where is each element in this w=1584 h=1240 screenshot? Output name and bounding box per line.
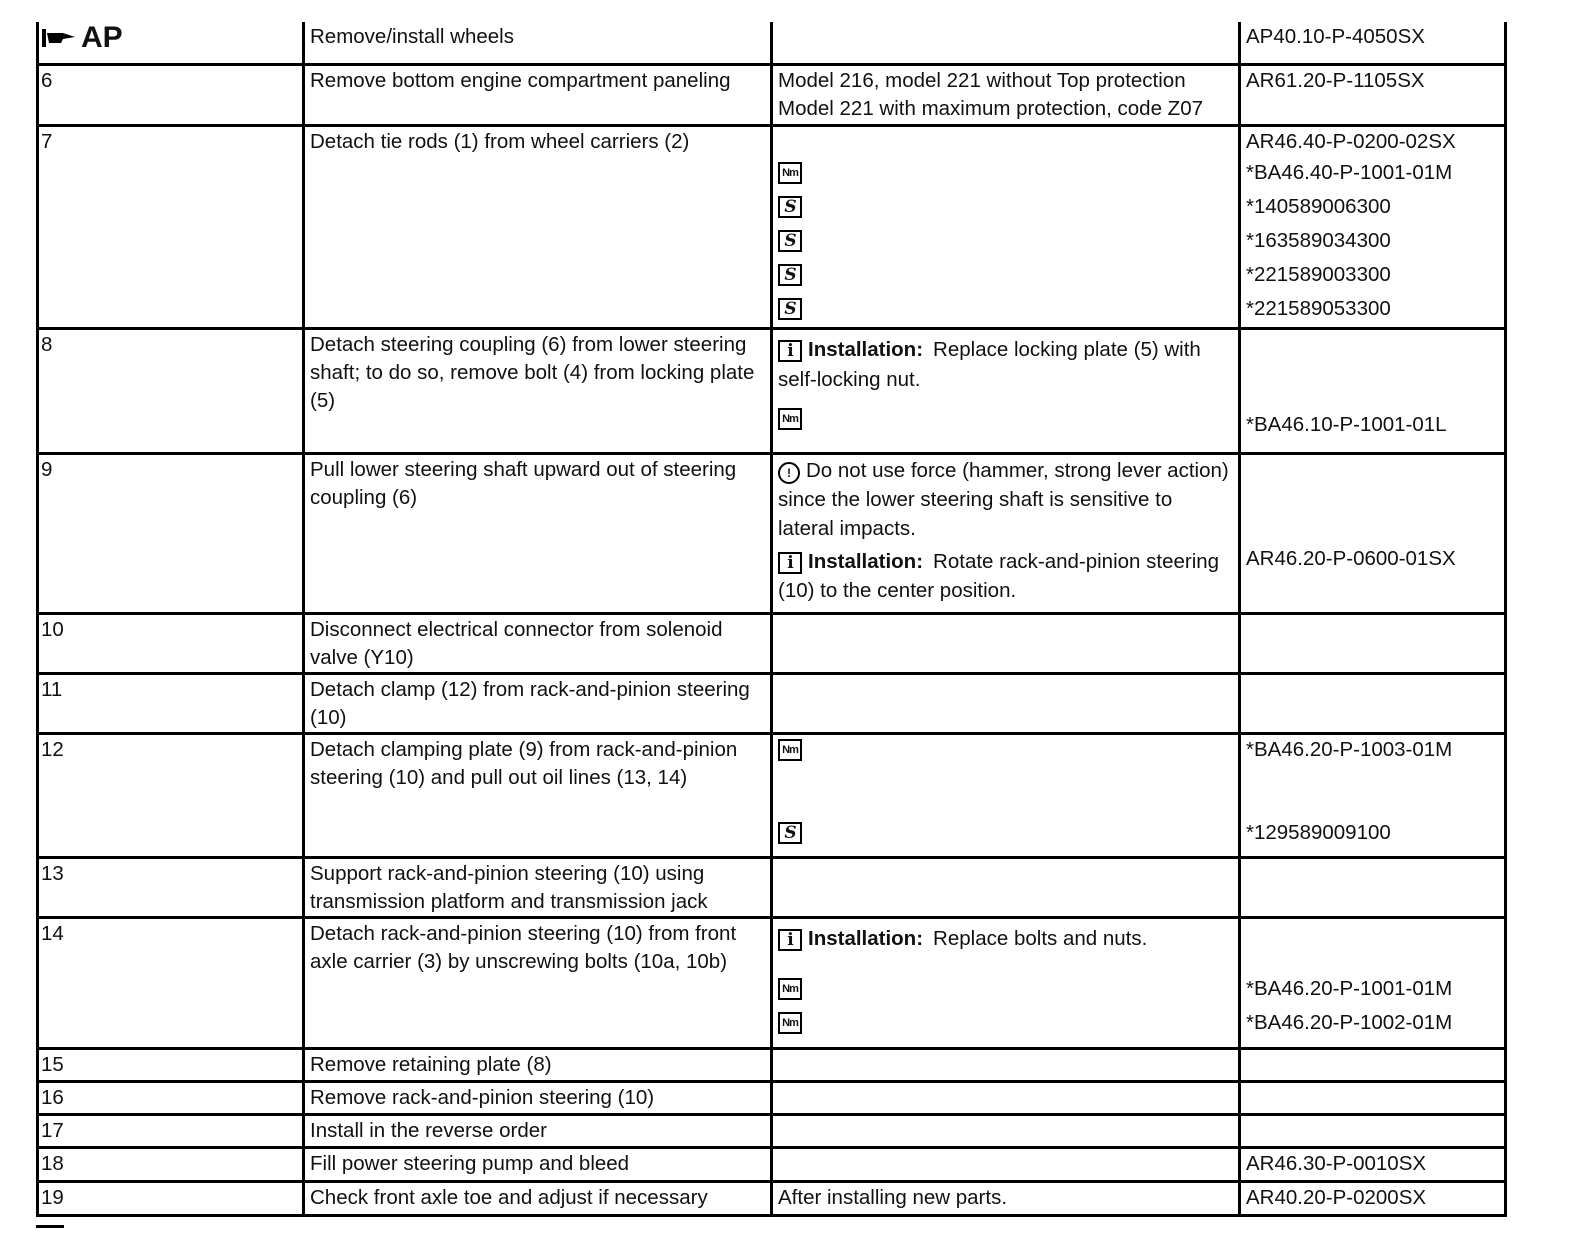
step-description: Detach clamp (12) from rack-and-pinion steering (10) bbox=[304, 673, 772, 733]
step-description: Remove bottom engine compartment paneling bbox=[304, 64, 772, 125]
step-number: 12 bbox=[38, 733, 304, 857]
step-description: Fill power steering pump and bleed bbox=[304, 1147, 772, 1181]
step-reference bbox=[1240, 328, 1506, 453]
step-description: Detach clamping plate (9) from rack-and-pinion steering (10) and pull out oil lines (13, 14) bbox=[304, 733, 772, 857]
step-notes bbox=[772, 733, 1240, 857]
installation-label: Installation: bbox=[808, 337, 924, 361]
step-reference bbox=[1240, 917, 1506, 1048]
step-description: Detach rack-and-pinion steering (10) from front axle carrier (3) by unscrewing bolts (10a, 10b) bbox=[304, 917, 772, 1048]
note-line: Model 216, model 221 without Top protection bbox=[778, 68, 1186, 92]
step-reference bbox=[1240, 1114, 1506, 1147]
step-number: 7 bbox=[38, 125, 304, 328]
step-description: Install in the reverse order bbox=[304, 1114, 772, 1147]
table-row bbox=[38, 1114, 1506, 1147]
table-row bbox=[38, 328, 1506, 453]
reference-link[interactable]: *BA46.10-P-1001-01L bbox=[1246, 412, 1447, 436]
step-description: Detach steering coupling (6) from lower steering shaft; to do so, remove bolt (4) from locking plate (5) bbox=[304, 328, 772, 453]
table-row bbox=[38, 1181, 1506, 1215]
torque-icon: Nm bbox=[778, 162, 802, 184]
step-notes bbox=[772, 64, 1240, 125]
ap-label: AP bbox=[81, 21, 123, 54]
step-number: 14 bbox=[38, 917, 304, 1048]
step-reference bbox=[1240, 857, 1506, 917]
step-description: Support rack-and-pinion steering (10) using transmission platform and transmission jack bbox=[304, 857, 772, 917]
step-number: 6 bbox=[38, 64, 304, 125]
reference-link[interactable]: AR46.40-P-0200-02SX bbox=[1246, 129, 1456, 153]
torque-icon: Nm bbox=[778, 739, 802, 761]
step-reference bbox=[1240, 453, 1506, 613]
step-description: Detach tie rods (1) from wheel carriers (2) bbox=[304, 125, 772, 328]
info-icon: i bbox=[778, 552, 802, 574]
special-tool-icon: S bbox=[778, 196, 802, 218]
special-tool-icon: S bbox=[778, 230, 802, 252]
step-notes bbox=[772, 1114, 1240, 1147]
step-notes bbox=[772, 125, 1240, 328]
step-notes bbox=[772, 1048, 1240, 1081]
step-reference[interactable]: AR40.20-P-0200SX bbox=[1240, 1181, 1506, 1215]
step-notes bbox=[772, 453, 1240, 613]
note-line: Model 221 with maximum protection, code Z07 bbox=[778, 96, 1204, 120]
step-description: Remove rack-and-pinion steering (10) bbox=[304, 1081, 772, 1114]
reference-link[interactable]: *140589006300 bbox=[1246, 194, 1391, 218]
special-tool-icon: S bbox=[778, 822, 802, 844]
caution-icon: ! bbox=[778, 462, 800, 484]
special-tool-icon: S bbox=[778, 264, 802, 286]
table-row bbox=[38, 917, 1506, 1048]
step-reference bbox=[1240, 673, 1506, 733]
table-row bbox=[38, 125, 1506, 328]
reference-link[interactable]: *221589053300 bbox=[1246, 296, 1391, 320]
step-number: 10 bbox=[38, 613, 304, 673]
torque-icon: Nm bbox=[778, 978, 802, 1000]
step-notes bbox=[772, 1147, 1240, 1181]
step-notes bbox=[772, 857, 1240, 917]
info-icon: i bbox=[778, 929, 802, 951]
page-corner-mark bbox=[36, 1225, 64, 1231]
table-row bbox=[38, 857, 1506, 917]
installation-text: Rotate rack-and-pinion steering (10) to the center position. bbox=[778, 549, 1220, 602]
reference-link[interactable]: *221589003300 bbox=[1246, 262, 1391, 286]
step-notes bbox=[772, 613, 1240, 673]
torque-icon: Nm bbox=[778, 1012, 802, 1034]
step-number: 16 bbox=[38, 1081, 304, 1114]
table-row bbox=[38, 64, 1506, 125]
step-notes: After installing new parts. bbox=[772, 1181, 1240, 1215]
step-notes bbox=[772, 328, 1240, 453]
step-notes bbox=[772, 673, 1240, 733]
step-number: 8 bbox=[38, 328, 304, 453]
table-row bbox=[38, 1048, 1506, 1081]
step-reference[interactable]: AR46.30-P-0010SX bbox=[1240, 1147, 1506, 1181]
step-number bbox=[38, 22, 304, 64]
procedure-table bbox=[36, 22, 1507, 1217]
step-reference[interactable]: AR61.20-P-1105SX bbox=[1240, 64, 1506, 125]
warning-text: Do not use force (hammer, strong lever action) since the lower steering shaft is sensitive to lateral impacts. bbox=[778, 458, 1229, 540]
step-reference bbox=[1240, 1048, 1506, 1081]
step-reference bbox=[1240, 733, 1506, 857]
table-row bbox=[38, 1147, 1506, 1181]
torque-icon: Nm bbox=[778, 408, 802, 430]
table-row bbox=[38, 613, 1506, 673]
step-description: Remove/install wheels bbox=[304, 22, 772, 64]
step-reference[interactable]: AP40.10-P-4050SX bbox=[1240, 22, 1506, 64]
installation-text: Replace bolts and nuts. bbox=[933, 926, 1148, 950]
step-description: Disconnect electrical connector from solenoid valve (Y10) bbox=[304, 613, 772, 673]
step-description: Remove retaining plate (8) bbox=[304, 1048, 772, 1081]
table-row bbox=[38, 453, 1506, 613]
step-number: 17 bbox=[38, 1114, 304, 1147]
pointing-hand-icon bbox=[41, 27, 79, 49]
step-description: Pull lower steering shaft upward out of steering coupling (6) bbox=[304, 453, 772, 613]
step-reference bbox=[1240, 1081, 1506, 1114]
step-number: 18 bbox=[38, 1147, 304, 1181]
info-icon: i bbox=[778, 340, 802, 362]
table-row bbox=[38, 733, 1506, 857]
reference-link[interactable]: *BA46.20-P-1001-01M bbox=[1246, 976, 1453, 1000]
reference-link[interactable]: *BA46.20-P-1003-01M bbox=[1246, 737, 1453, 761]
special-tool-icon: S bbox=[778, 298, 802, 320]
step-notes bbox=[772, 917, 1240, 1048]
table-row bbox=[38, 1081, 1506, 1114]
step-number: 11 bbox=[38, 673, 304, 733]
installation-label: Installation: bbox=[808, 549, 924, 573]
step-number: 15 bbox=[38, 1048, 304, 1081]
reference-link[interactable]: *BA46.40-P-1001-01M bbox=[1246, 160, 1453, 184]
table-row bbox=[38, 673, 1506, 733]
step-description: Check front axle toe and adjust if necessary bbox=[304, 1181, 772, 1215]
reference-link[interactable]: *BA46.20-P-1002-01M bbox=[1246, 1010, 1453, 1034]
reference-link[interactable]: *129589009100 bbox=[1246, 820, 1391, 844]
step-number: 9 bbox=[38, 453, 304, 613]
step-number: 19 bbox=[38, 1181, 304, 1215]
step-notes bbox=[772, 22, 1240, 64]
reference-link[interactable]: AR46.20-P-0600-01SX bbox=[1246, 546, 1456, 570]
step-reference bbox=[1240, 125, 1506, 328]
installation-text: Replace locking plate (5) with self-locking nut. bbox=[778, 337, 1201, 391]
step-notes bbox=[772, 1081, 1240, 1114]
installation-label: Installation: bbox=[808, 926, 924, 950]
reference-link[interactable]: *163589034300 bbox=[1246, 228, 1391, 252]
table-row bbox=[38, 22, 1506, 64]
step-reference bbox=[1240, 613, 1506, 673]
step-number: 13 bbox=[38, 857, 304, 917]
